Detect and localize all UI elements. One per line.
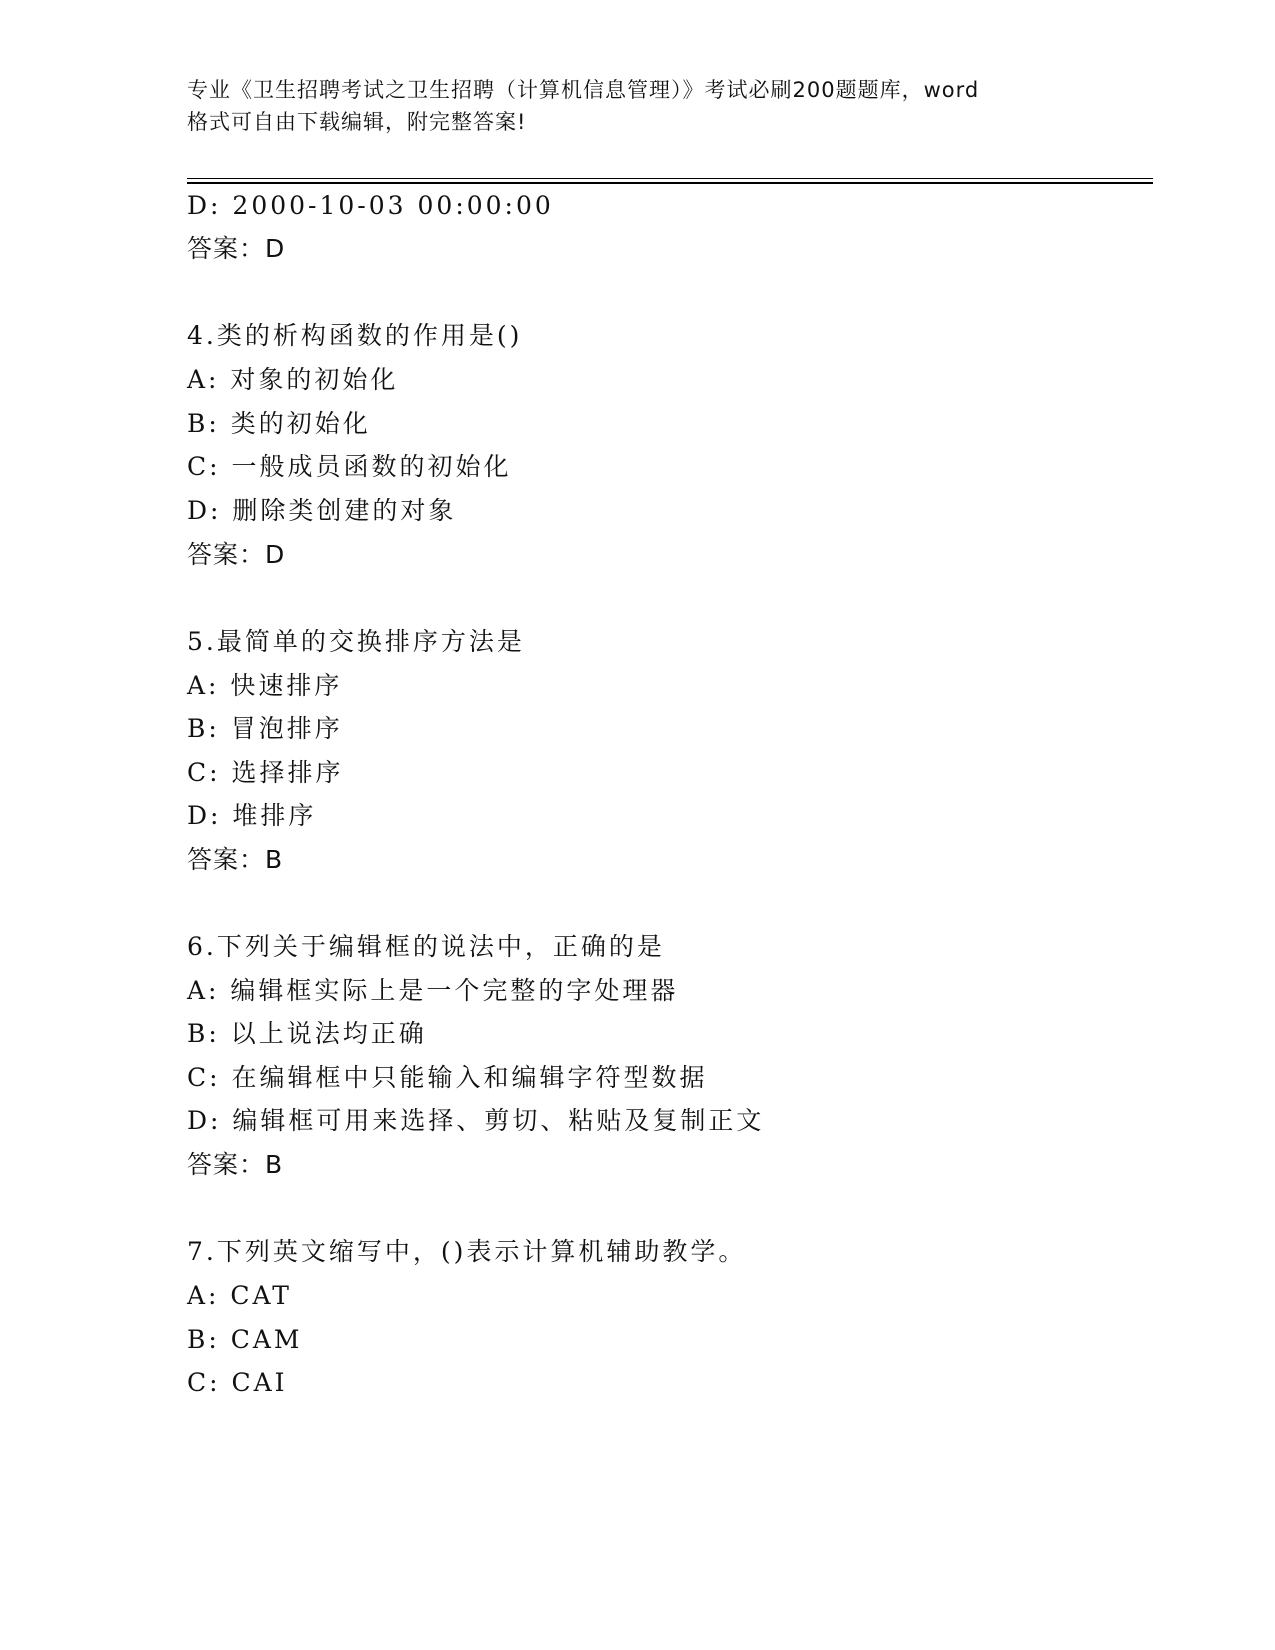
- header-title-line-2: 格式可自由下载编辑，附完整答案!: [187, 110, 527, 134]
- q6-option-c: C: 在编辑框中只能输入和编辑字符型数据: [187, 1063, 708, 1092]
- q6-option-b: B: 以上说法均正确: [187, 1019, 427, 1048]
- q5-option-a: A: 快速排序: [187, 671, 343, 700]
- q4-answer: 答案：D: [187, 540, 286, 569]
- q6-answer: 答案：B: [187, 1150, 284, 1179]
- q5-option-c: C: 选择排序: [187, 758, 344, 787]
- q4-option-a: A: 对象的初始化: [187, 365, 399, 394]
- q7-option-b: B: CAM: [187, 1325, 303, 1354]
- q4-stem: 4.类的析构函数的作用是(): [187, 321, 523, 350]
- document-header: [187, 74, 1087, 138]
- q7-stem: 7.下列英文缩写中，()表示计算机辅助教学。: [187, 1237, 747, 1266]
- q6-option-a: A: 编辑框实际上是一个完整的字处理器: [187, 976, 679, 1005]
- q7-option-c: C: CAI: [187, 1368, 288, 1397]
- q6-option-d: D: 编辑框可用来选择、剪切、粘贴及复制正文: [187, 1106, 765, 1135]
- q3-answer: 答案：D: [187, 234, 286, 263]
- header-divider-bottom: [187, 182, 1153, 184]
- q4-option-d: D: 删除类创建的对象: [187, 496, 457, 525]
- q5-option-b: B: 冒泡排序: [187, 714, 343, 743]
- header-divider-top: [187, 178, 1153, 179]
- q5-option-d: D: 堆排序: [187, 801, 317, 830]
- q4-option-b: B: 类的初始化: [187, 409, 371, 438]
- header-title-line-1: 专业《卫生招聘考试之卫生招聘（计算机信息管理）》考试必刷200题题库，word: [187, 78, 980, 102]
- q6-stem: 6.下列关于编辑框的说法中，正确的是: [187, 932, 665, 961]
- q5-stem: 5.最简单的交换排序方法是: [187, 627, 525, 656]
- q4-option-c: C: 一般成员函数的初始化: [187, 452, 512, 481]
- q3-option-d: D: 2000-10-03 00:00:00: [187, 191, 554, 220]
- q7-option-a: A: CAT: [187, 1281, 292, 1310]
- q5-answer: 答案：B: [187, 845, 284, 874]
